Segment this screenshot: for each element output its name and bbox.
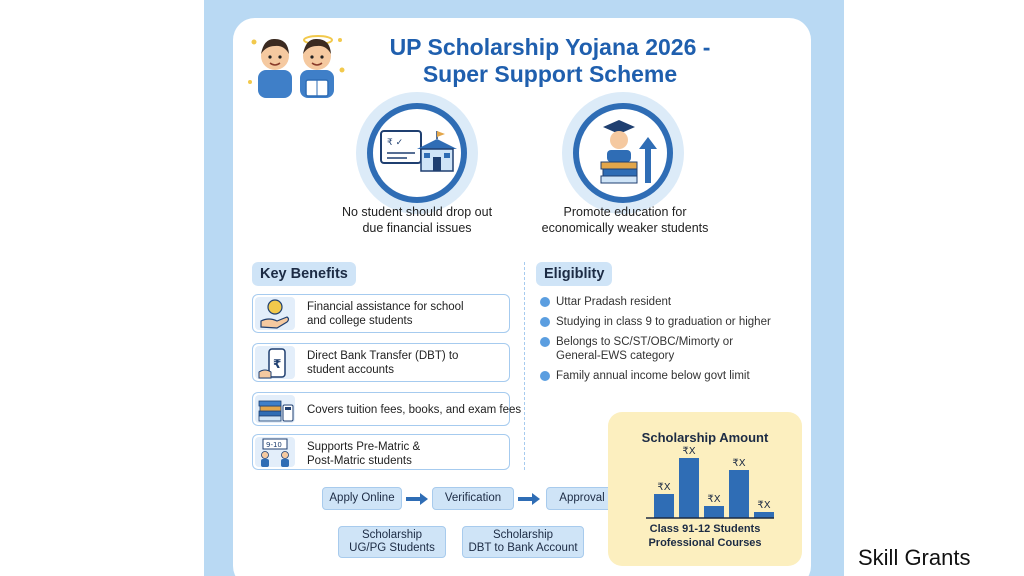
check-icon [540, 371, 550, 381]
benefit-dbt-line2: student accounts [307, 364, 394, 376]
goal-circle-right [562, 92, 684, 214]
goal-caption-left-line1: No student should drop out [341, 205, 493, 219]
arrow-right-icon [516, 491, 542, 507]
process-step-apply: Apply Online [322, 487, 402, 510]
certificate-school-icon [373, 109, 461, 197]
money-hand-icon [255, 297, 295, 332]
arrow-right-icon [404, 491, 430, 507]
graduate-books-icon [579, 109, 667, 197]
certificate-rupee-text: ₹ ✓ [387, 138, 404, 148]
benefit-matric-line1: Supports Pre-Matric & [307, 441, 421, 453]
class-label-text: 9-10 [266, 441, 282, 449]
goal-caption-right-line2: economically weaker students [541, 221, 709, 235]
benefit-dbt-line1: Direct Bank Transfer (DBT) to [307, 350, 459, 362]
benefit-item-financial [252, 294, 510, 333]
goal-caption-right [530, 204, 720, 236]
eligibility-heading: Eligiblity [536, 262, 612, 286]
title-line-1: UP Scholarship Yojana 2026 - [389, 34, 711, 60]
eligibility-category-line1: Belongs to SC/ST/OBC/Mimorty or [556, 336, 734, 348]
chart-data-label-2: ₹X [682, 446, 696, 457]
chart-data-label-3: ₹X [707, 494, 721, 505]
scholarship-amount-box [608, 412, 802, 566]
process-step-approval: Approval [546, 487, 618, 510]
eligibility-income-text: Family annual income below govt limit [556, 370, 750, 382]
benefit-financial-line2: and college students [307, 315, 413, 327]
key-benefits-heading: Key Benefits [252, 262, 356, 286]
scholarship-ugpg-line1: Scholarship [361, 529, 423, 541]
brand-label: Skill Grants [858, 545, 971, 570]
eligibility-category-line2: General-EWS category [556, 350, 675, 362]
phone-rupee-icon [255, 346, 295, 381]
chart-caption-line1: Class 91-12 Students [649, 523, 761, 535]
chart-data-label-5: ₹X [757, 500, 771, 511]
goal-caption-right-line1: Promote education for [563, 205, 687, 219]
students-class-icon [255, 437, 295, 469]
check-icon [540, 337, 550, 347]
students-illustration-icon [244, 30, 350, 100]
benefit-financial-line1: Financial assistance for school [307, 301, 464, 313]
chart-bar-2 [679, 458, 699, 518]
check-icon [540, 297, 550, 307]
goal-caption-left-line2: due financial issues [362, 221, 472, 235]
goal-circle-left [356, 92, 478, 214]
benefit-fees-line1: Covers tuition fees, books, and exam fees [307, 404, 522, 416]
scholarship-dbt-line2: DBT to Bank Account [468, 542, 578, 554]
benefit-item-matric [252, 434, 510, 470]
chart-bar-5 [754, 512, 774, 518]
benefit-item-fees [252, 392, 522, 426]
eligibility-resident-text: Uttar Pradash resident [556, 296, 672, 308]
chart-data-label-4: ₹X [732, 458, 746, 469]
section-divider [524, 262, 525, 470]
title-line-2: Super Support Scheme [422, 61, 678, 87]
chart-bar-3 [704, 506, 724, 518]
benefit-matric-line2: Post-Matric students [307, 455, 412, 467]
books-calculator-icon [255, 395, 295, 425]
chart-bar-4 [729, 470, 749, 518]
chart-bar-1 [654, 494, 674, 518]
eligibility-studying-text: Studying in class 9 to graduation or higher [556, 316, 771, 328]
scholarship-dbt-line1: Scholarship [492, 529, 554, 541]
check-icon [540, 317, 550, 327]
benefit-item-dbt [252, 343, 510, 382]
scholarship-ugpg-box [338, 526, 446, 558]
chart-caption-line2: Professional Courses [648, 537, 762, 549]
scholarship-dbt-box [462, 526, 584, 558]
process-step-verification: Verification [432, 487, 514, 510]
chart-title: Scholarship Amount [641, 430, 769, 445]
scholarship-amount-chart [608, 412, 802, 566]
scholarship-ugpg-line2: UG/PG Students [349, 542, 435, 554]
chart-data-label-1: ₹X [657, 482, 671, 493]
goal-caption-left [320, 204, 514, 236]
svg-text:₹: ₹ [273, 357, 282, 371]
